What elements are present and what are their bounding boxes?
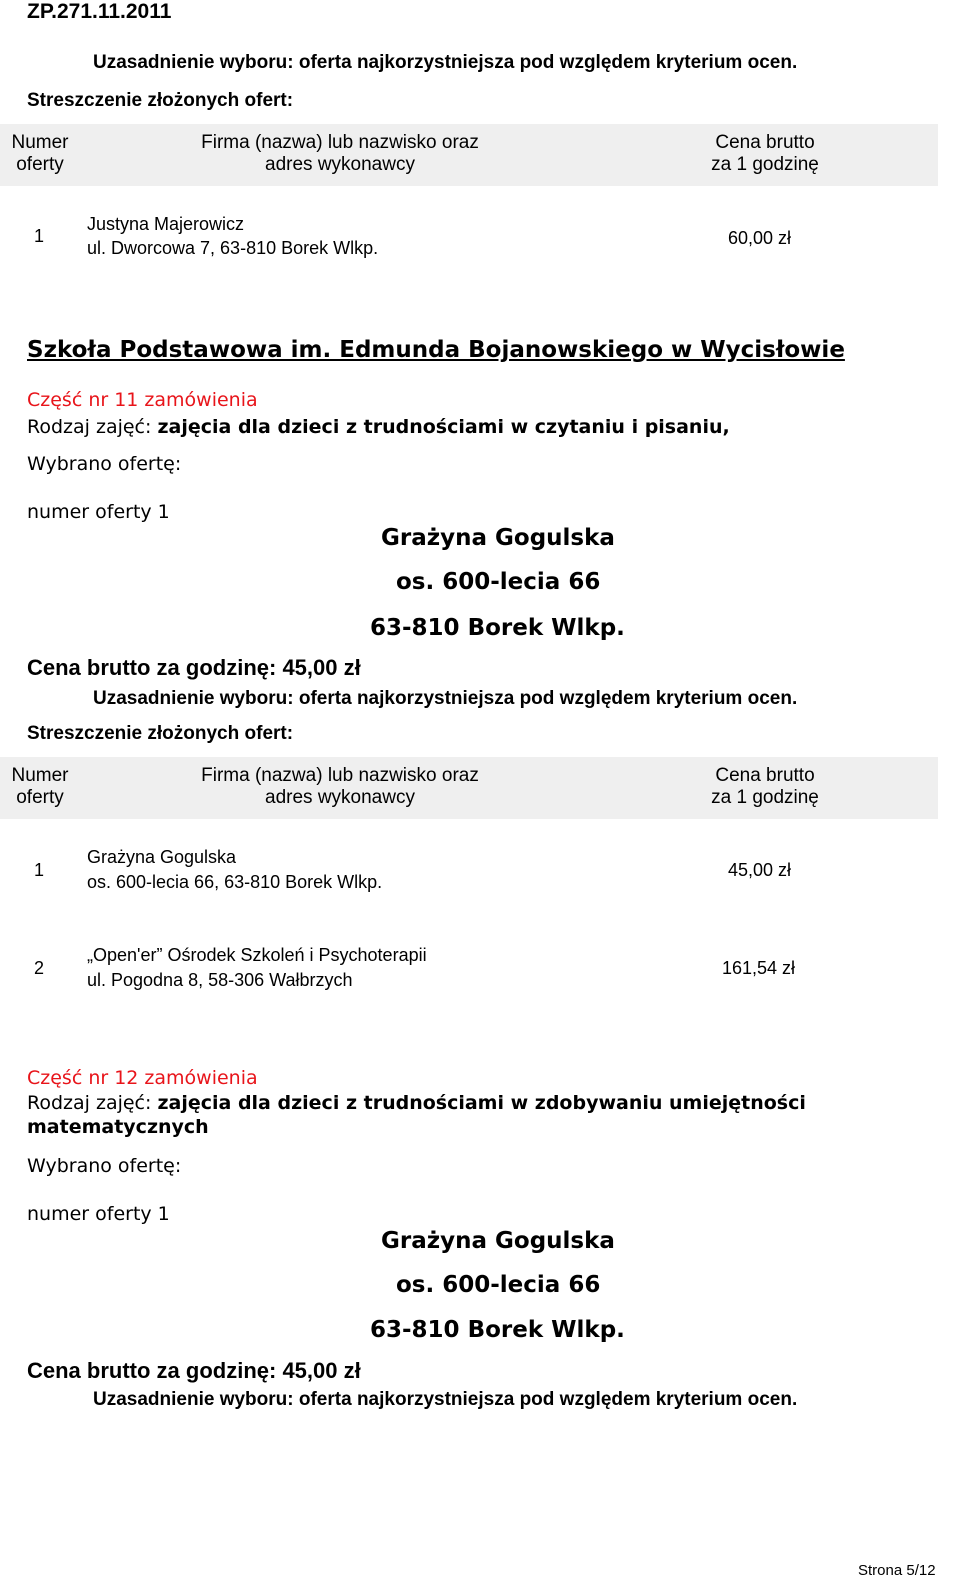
summary-heading: Streszczenie złożonych ofert: [27,90,294,111]
part12-winner-city: 63-810 Borek Wlkp. [370,1317,625,1343]
col-number-header: Numer oferty [11,132,69,175]
table-row-address: ul. Dworcowa 7, 63-810 Borek Wlkp. [87,238,379,258]
part12-chosen-label: Wybrano ofertę: [27,1155,182,1177]
page-number: Strona 5/12 [858,1562,936,1579]
col-price-header: Cena brutto za 1 godzinę [711,132,819,175]
table-row-number: 2 [34,958,45,978]
part11-type: Rodzaj zajęć: zajęcia dla dzieci z trudnościami w czytaniu i pisaniu, [27,416,730,438]
part12-price-line: Cena brutto za godzinę: 45,00 zł [27,1358,361,1383]
part12-type-cont: matematycznych [27,1116,209,1138]
table-row-number: 1 [34,226,45,246]
part11-offer-number: numer oferty 1 [27,501,170,523]
part11-title: Część nr 11 zamówienia [27,389,258,411]
part11-winner-street: os. 600-lecia 66 [396,569,601,595]
part12-title: Część nr 12 zamówienia [27,1067,258,1089]
table-row-address: os. 600-lecia 66, 63-810 Borek Wlkp. [87,872,383,892]
table-row-name: „Open'er” Ośrodek Szkoleń i Psychoterapii [87,945,427,965]
justification-text: Uzasadnienie wyboru: oferta najkorzystniejsza pod względem kryterium ocen. [93,52,798,73]
table-row-name: Grażyna Gogulska [87,847,237,867]
table-row-price: 45,00 zł [728,860,792,880]
part12-winner-street: os. 600-lecia 66 [396,1272,601,1298]
part12-justification: Uzasadnienie wyboru: oferta najkorzystniejsza pod względem kryterium ocen. [93,1389,798,1410]
document-number: ZP.271.11.2011 [27,0,172,23]
part12-winner-name: Grażyna Gogulska [381,1228,615,1254]
part11-summary-heading: Streszczenie złożonych ofert: [27,723,294,744]
part11-price-line: Cena brutto za godzinę: 45,00 zł [27,655,361,680]
col-firm-header: Firma (nazwa) lub nazwisko oraz adres wykonawcy [201,132,479,175]
table-row-name: Justyna Majerowicz [87,214,245,234]
part11-chosen-label: Wybrano ofertę: [27,453,182,475]
part11-justification: Uzasadnienie wyboru: oferta najkorzystniejsza pod względem kryterium ocen. [93,688,798,709]
part11-winner-city: 63-810 Borek Wlkp. [370,615,625,641]
table-row-price: 60,00 zł [728,228,792,248]
col-number-header: Numer oferty [11,765,69,808]
col-firm-header: Firma (nazwa) lub nazwisko oraz adres wykonawcy [201,765,479,808]
part12-type: Rodzaj zajęć: zajęcia dla dzieci z trudnościami w zdobywaniu umiejętności [27,1092,806,1114]
table-row-address: ul. Pogodna 8, 58-306 Wałbrzych [87,970,353,990]
table-row-number: 1 [34,860,45,880]
part12-offer-number: numer oferty 1 [27,1203,170,1225]
table-row-price: 161,54 zł [722,958,796,978]
part11-winner-name: Grażyna Gogulska [381,525,615,551]
school-name: Szkoła Podstawowa im. Edmunda Bojanowskiego w Wycisłowie [27,337,845,363]
col-price-header: Cena brutto za 1 godzinę [711,765,819,808]
